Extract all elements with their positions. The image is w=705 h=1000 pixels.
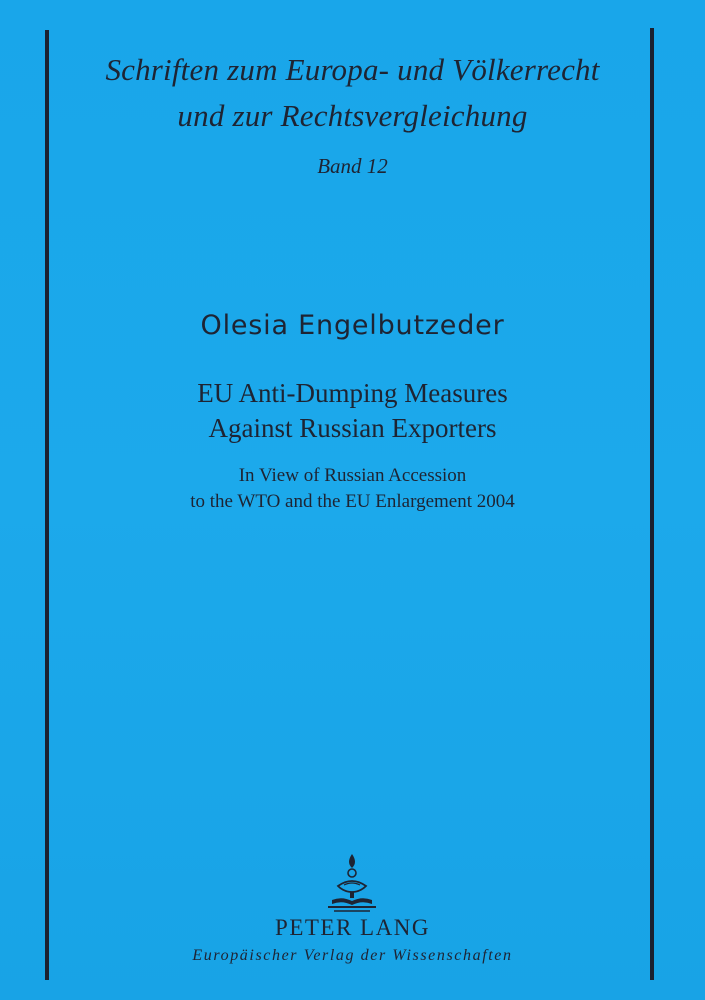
series-title-line-1: Schriften zum Europa- und Völkerrecht — [105, 52, 600, 87]
book-subtitle-line-1: In View of Russian Accession — [238, 465, 467, 486]
book-title-line-2: Against Russian Exporters — [208, 413, 497, 443]
series-volume: Band 12 — [317, 154, 388, 178]
lamp-of-knowledge-icon — [324, 852, 380, 914]
publisher-name: PETER LANG — [275, 915, 430, 940]
series-title-line-2: und zur Rechtsvergleichung — [177, 98, 528, 133]
book-title-line-1: EU Anti-Dumping Measures — [197, 378, 508, 408]
book-subtitle-line-2: to the WTO and the EU Enlargement 2004 — [190, 491, 515, 512]
publisher-tagline: Europäischer Verlag der Wissenschaften — [192, 947, 513, 964]
author-name: Olesia Engelbutzeder — [200, 310, 505, 341]
